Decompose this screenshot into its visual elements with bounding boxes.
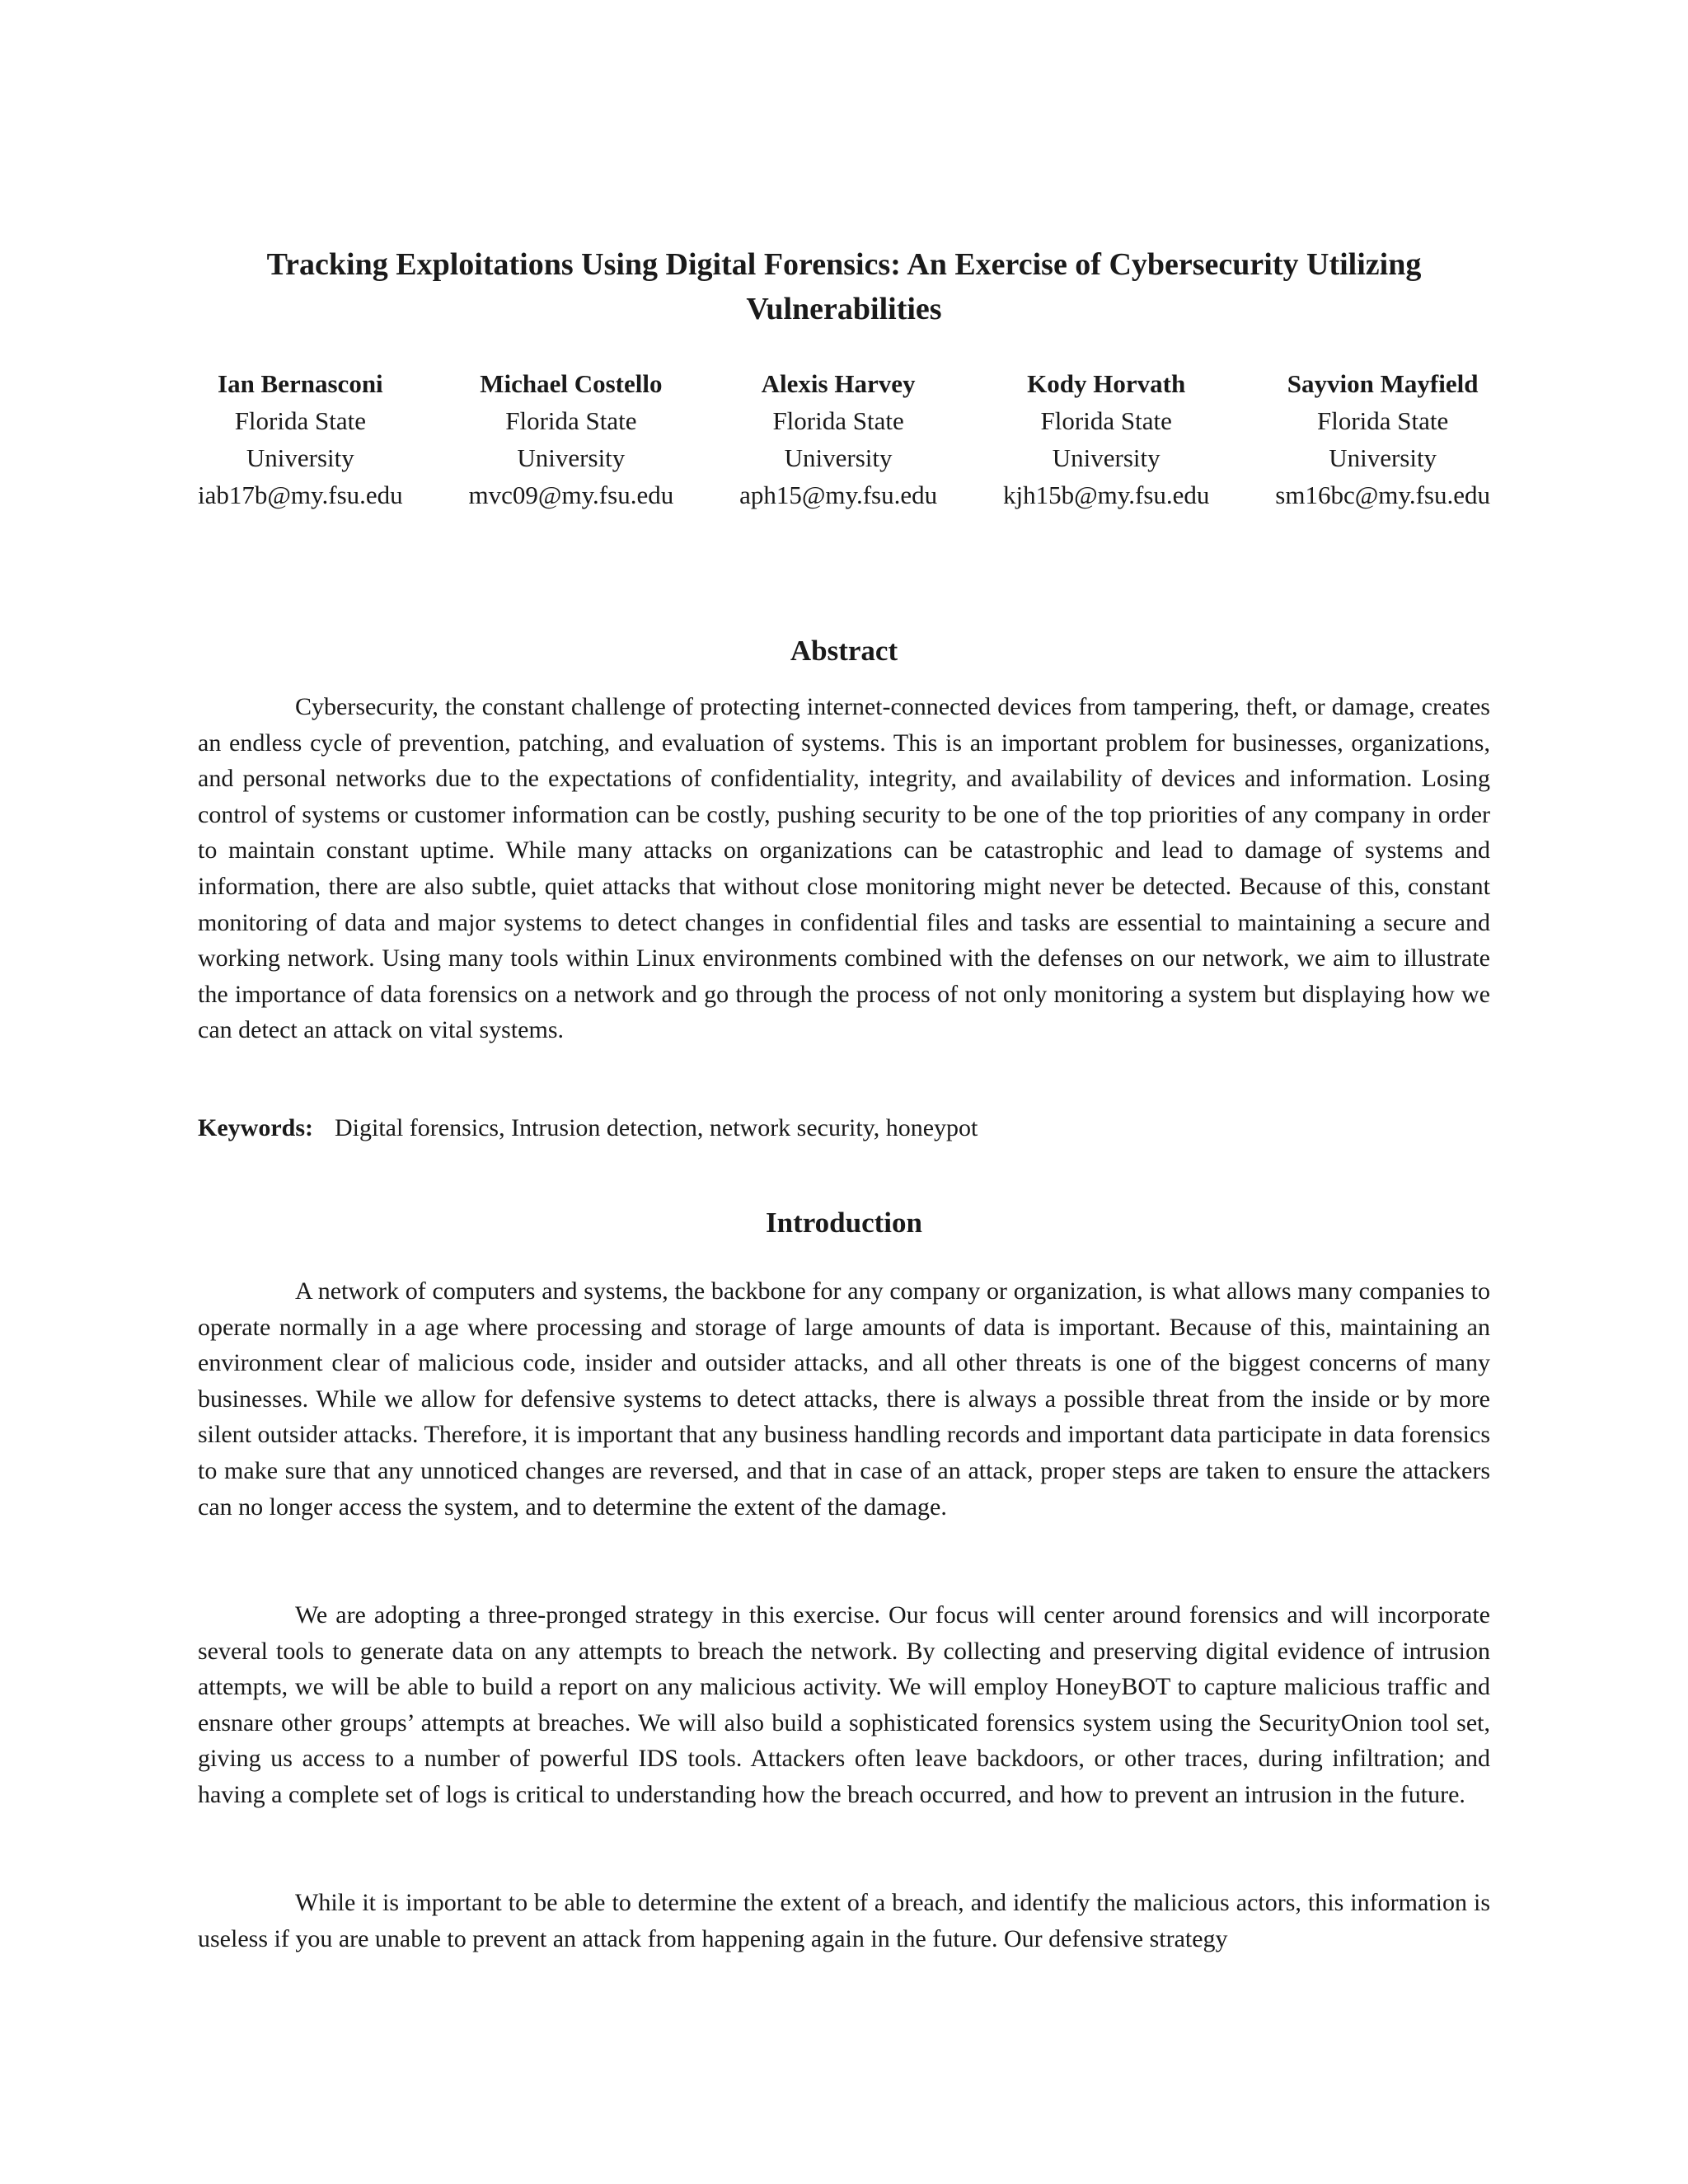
author-block (469, 365, 674, 513)
author-name: Ian Bernasconi (218, 369, 383, 398)
abstract-heading: Abstract (790, 635, 898, 667)
author-affiliation: Florida State (234, 406, 366, 435)
author-name: Michael Costello (480, 369, 663, 398)
author-affiliation: Florida State (772, 406, 904, 435)
author-name: Kody Horvath (1027, 369, 1186, 398)
author-block (1003, 365, 1209, 513)
author-affiliation: Florida State (505, 406, 637, 435)
author-block (739, 365, 937, 513)
author-block (1275, 365, 1490, 513)
author-email: mvc09@my.fsu.edu (468, 480, 674, 509)
introduction-heading: Introduction (766, 1207, 922, 1239)
author-name: Alexis Harvey (761, 369, 916, 398)
author-email: aph15@my.fsu.edu (739, 480, 938, 509)
author-affiliation: Florida State (1316, 406, 1449, 435)
author-block (198, 365, 403, 513)
paper-title: Tracking Exploitations Using Digital Forensics: An Exercise of Cybersecurity Utilizing Vulnerabilities (266, 247, 1422, 326)
author-name: Sayvion Mayfield (1287, 369, 1479, 398)
author-email: kjh15b@my.fsu.edu (1002, 480, 1210, 509)
author-email: iab17b@my.fsu.edu (198, 480, 403, 509)
author-affiliation: University (517, 443, 626, 472)
abstract-text: Cybersecurity, the constant challenge of protecting internet-connected devices from tampering, theft, or damage, creates an endless cycle of prevention, patching, and evaluation of systems. This is an important problem for businesses, organizations, and personal networks due to the expectations of confidentiality, integrity, and availability of devices and information. Losing control of systems or customer information can be costly, pushing security to be one of the top priorities of any company in order to maintain constant uptime. While many attacks on organizations can be catastrophic and lead to damage of systems and information, there are also subtle, quiet attacks that without close monitoring might never be detected. Because of this, constant monitoring of data and major systems to detect changes in confidential files and tasks are essential to maintaining a secure and working network. Using many tools within Linux environments combined with the defenses on our network, we aim to illustrate the importance of data forensics on a network and go through the process of not only monitoring a system but displaying how we can detect an attack on vital systems. (198, 693, 1490, 1044)
author-affiliation: University (1052, 443, 1160, 472)
introduction-paragraph: While it is important to be able to determine the extent of a breach, and identify the malicious actors, this information is useless if you are unable to prevent an attack from happening again in the future. Our defensive strategy (198, 1889, 1490, 1952)
author-affiliation: Florida State (1040, 406, 1172, 435)
keywords-label: Keywords: (198, 1114, 313, 1141)
keywords-line (198, 1110, 1490, 1146)
keywords-text: Digital forensics, Intrusion detection, network security, honeypot (334, 1114, 978, 1141)
author-affiliation: University (246, 443, 354, 472)
author-email: sm16bc@my.fsu.edu (1275, 480, 1490, 509)
introduction-paragraph: A network of computers and systems, the backbone for any company or organization, is what allows many companies to operate normally in a age where processing and storage of large amounts of data is important. Because of this, maintaining an environment clear of malicious code, insider and outsider attacks, and all other threats is one of the biggest concerns of many businesses. While we allow for defensive systems to detect attacks, there is always a possible threat from the inside or by more silent outsider attacks. Therefore, it is important that any business handling records and important data participate in data forensics to make sure that any unnoticed changes are reversed, and that in case of an attack, proper steps are taken to ensure the attackers can no longer access the system, and to determine the extent of the damage. (198, 1277, 1490, 1521)
author-affiliation: University (784, 443, 893, 472)
author-affiliation: University (1329, 443, 1437, 472)
introduction-paragraph: We are adopting a three-pronged strategy in this exercise. Our focus will center around forensics and will incorporate several tools to generate data on any attempts to breach the network. By collecting and preserving digital evidence of intrusion attempts, we will be able to build a report on any malicious activity. We will employ HoneyBOT to capture malicious traffic and ensnare other groups’ attempts at breaches. We will also build a sophisticated forensics system using the SecurityOnion tool set, giving us access to a number of powerful IDS tools. Attackers often leave backdoors, or other traces, during infiltration; and having a complete set of logs is critical to understanding how the breach occurred, and how to prevent an intrusion in the future. (198, 1601, 1490, 1808)
author-list (198, 365, 1490, 513)
